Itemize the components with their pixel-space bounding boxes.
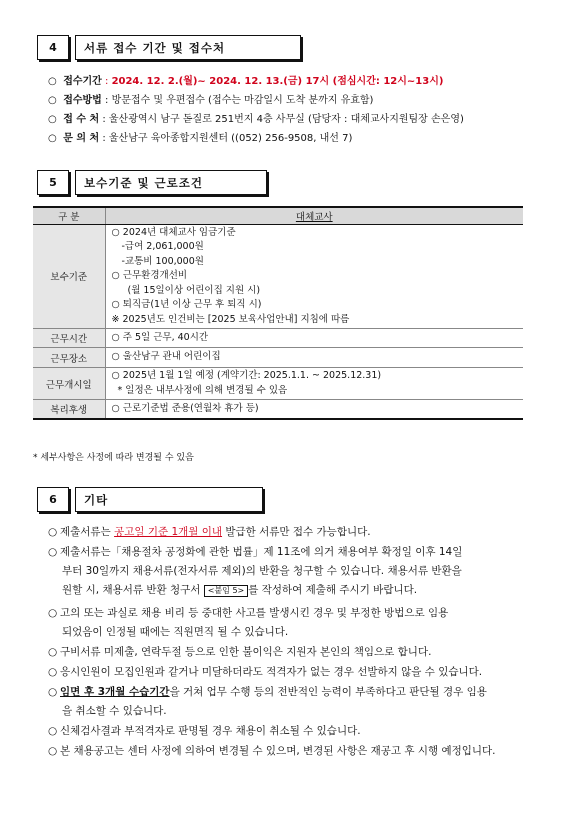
- section-number: 4: [37, 35, 69, 60]
- row-label: 근무개시일: [33, 368, 105, 400]
- bullet-icon: ○: [48, 686, 58, 698]
- table-header-category: 구 분: [33, 207, 105, 224]
- conditions-table: [33, 206, 523, 420]
- info-value: 울산남구 육아종합지원센터 ((052) 256-9508, 내선 7): [108, 133, 353, 144]
- row-label: 보수기준: [33, 224, 105, 329]
- attachment-tag: <붙임 5>: [204, 585, 249, 597]
- list-item: ○ 고의 또는 과실로 채용 비리 등 중대한 사고를 발생시킨 경우 및 부정한 방법으로 임용 되었음이 인정될 때에는 직원면직 될 수 있습니다.: [48, 604, 548, 642]
- bullet-icon: ○: [48, 745, 58, 757]
- section-5-header: [37, 170, 267, 195]
- section-4-header: [37, 35, 301, 60]
- table-row: [33, 400, 523, 419]
- table-row: [33, 368, 523, 400]
- section-title: 보수기준 및 근로조건: [75, 170, 267, 195]
- bullet-icon: ○: [48, 607, 58, 619]
- list-item: ○ 임면 후 3개월 수습기간을 거쳐 업무 수행 등의 전반적인 능력이 부족하다고 판단될 경우 임용 을 취소할 수 있습니다.: [48, 683, 548, 721]
- list-item: ○ 구비서류 미제출, 연락두절 등으로 인한 불이익은 지원자 본인의 책임으로 합니다.: [48, 643, 548, 662]
- footnote: * 세부사항은 사정에 따라 변경될 수 있음: [33, 453, 194, 463]
- table-row: [33, 329, 523, 348]
- section-number: 6: [37, 487, 69, 512]
- row-value: ○ 주 5일 근무, 40시간: [105, 329, 523, 348]
- section-title: 기타: [75, 487, 263, 512]
- info-row-place: ○ 접 수 처 : 울산광역시 남구 돋질로 251번지 4층 사무실 (담당자 : 대체교사지원팀장 손은영): [48, 114, 464, 125]
- section-6-header: [37, 487, 263, 512]
- info-label: 문 의 처: [63, 133, 100, 144]
- bullet-icon: ○: [48, 666, 58, 678]
- table-row: [33, 224, 523, 329]
- info-label: 접 수 처: [63, 114, 100, 125]
- bullet-icon: ○: [48, 76, 57, 87]
- info-row-contact: ○ 문 의 처 : 울산남구 육아종합지원센터 ((052) 256-9508, 내선 7): [48, 133, 353, 144]
- bullet-icon: ○: [48, 725, 58, 737]
- bullet-icon: ○: [48, 546, 58, 558]
- bullet-icon: ○: [48, 646, 58, 658]
- info-label: 접수방법: [63, 95, 102, 106]
- section-title: 서류 접수 기간 및 접수처: [75, 35, 301, 60]
- row-label: 근무장소: [33, 348, 105, 368]
- bullet-icon: ○: [48, 95, 57, 106]
- list-item: ○ 신체검사결과 부적격자로 판명될 경우 채용이 취소될 수 있습니다.: [48, 722, 548, 741]
- list-item: ○ 본 채용공고는 센터 사정에 의하여 변경될 수 있으며, 변경된 사항은 재공고 후 시행 예정입니다.: [48, 742, 548, 761]
- row-value: ○ 근로기준법 준용(연월차 휴가 등): [105, 400, 523, 419]
- bullet-icon: ○: [48, 114, 57, 125]
- table-header-substitute-teacher: 대체교사: [105, 207, 523, 224]
- info-value: 울산광역시 남구 돋질로 251번지 4층 사무실 (담당자 : 대체교사지원팀장 손은영): [108, 114, 464, 125]
- list-item: ○ 제출서류는 공고일 기준 1개월 이내 발급한 서류만 접수 가능합니다.: [48, 523, 548, 542]
- row-label: 근무시간: [33, 329, 105, 348]
- list-item: ○ 응시인원이 모집인원과 같거나 미달하더라도 적격자가 없는 경우 선발하지 않을 수 있습니다.: [48, 663, 548, 682]
- row-value: ○ 2025년 1월 1일 예정 (계약기간: 2025.1.1. ~ 2025.12.31) * 일정은 내부사정에 의해 변경될 수 있음: [105, 368, 523, 400]
- section-number: 5: [37, 170, 69, 195]
- info-row-method: ○ 접수방법 : 방문접수 및 우편접수 (접수는 마감일시 도착 분까지 유효함): [48, 95, 374, 106]
- info-row-period: ○ 접수기간 : 2024. 12. 2.(월)~ 2024. 12. 13.(금) 17시 (점심시간: 12시~13시): [48, 76, 444, 87]
- info-label: 접수기간: [63, 76, 102, 87]
- info-value: 방문접수 및 우편접수 (접수는 마감일시 도착 분까지 유효함): [111, 95, 374, 106]
- list-item: ○ 제출서류는「채용절차 공정화에 관한 법률」제 11조에 의거 채용여부 확정일 이후 14일 부터 30일까지 채용서류(전자서류 제외)의 반환을 청구할 수 있습니다. 채용서류 반환을 원할 시, 채용서류 반환 청구서 <붙임 5> 를 작성하여 제출해 주시기 바랍니다.: [48, 543, 548, 600]
- row-value: ○ 울산남구 관내 어린이집: [105, 348, 523, 368]
- row-label: 복리후생: [33, 400, 105, 419]
- bullet-icon: ○: [48, 133, 57, 144]
- bullet-icon: ○: [48, 526, 58, 538]
- table-row: [33, 348, 523, 368]
- row-value: ○ 2024년 대체교사 임금기준 -급여 2,061,000원 -교통비 100,000원 ○ 근무환경개선비 (월 15일이상 어린이집 지원 시) ○ 퇴직금(1년 이상 근무 후 퇴직 시) ※ 2025년도 인건비는 [2025 보육사업안내] 지침에 따름: [105, 224, 523, 329]
- info-value: 2024. 12. 2.(월)~ 2024. 12. 13.(금) 17시 (점심시간: 12시~13시): [111, 76, 444, 87]
